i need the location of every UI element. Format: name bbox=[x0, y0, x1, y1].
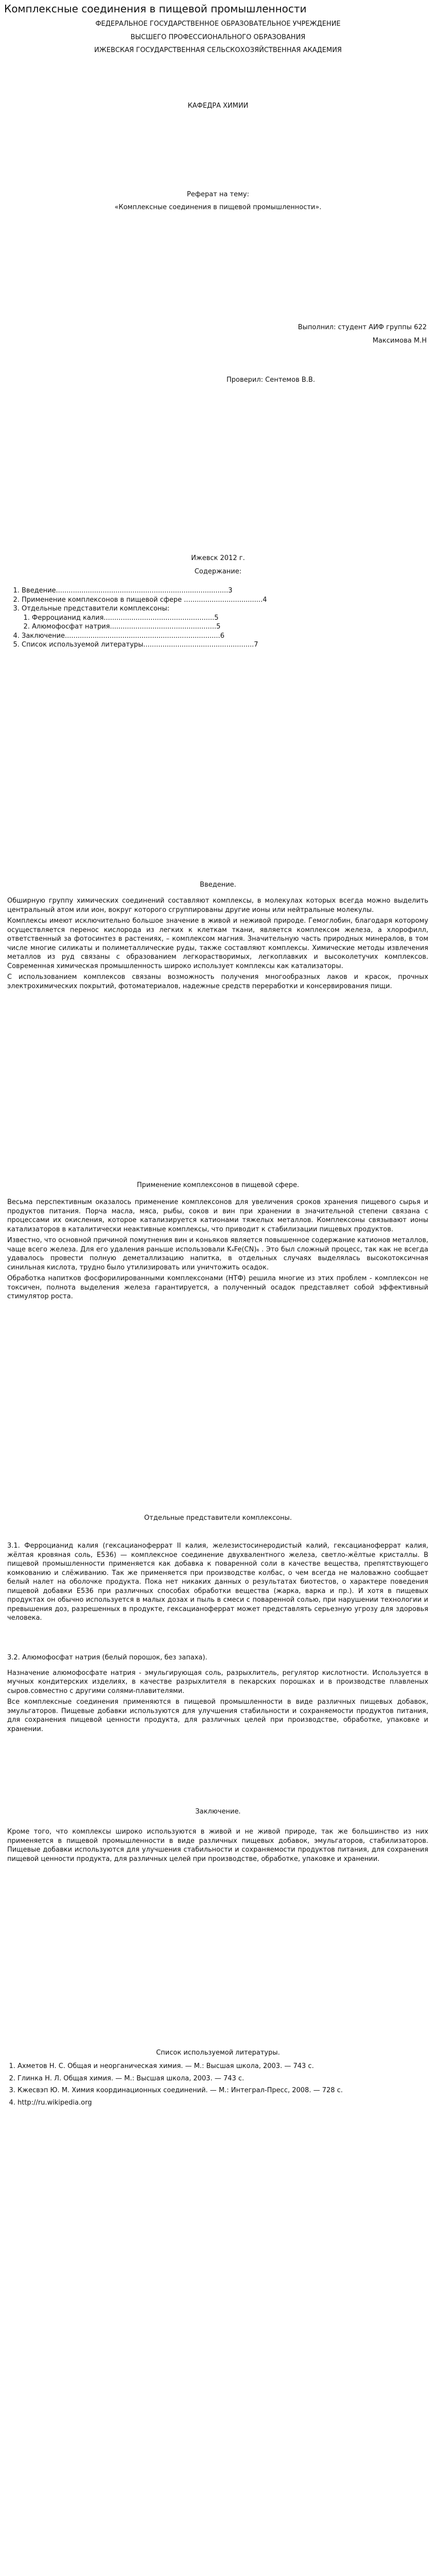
references-title: Список используемой литературы. bbox=[156, 2049, 280, 2057]
document-title: Комплексные соединения в пищевой промышленности bbox=[4, 3, 307, 15]
toc-subitem: 1. Ферроцианид калия....................................................5 bbox=[32, 614, 433, 623]
conclusion-title: Заключение. bbox=[195, 1808, 241, 1816]
paragraph: 3.2. Алюмофосфат натрия (белый порошок, без запаха). bbox=[7, 1654, 207, 1662]
report-label: Реферат на тему: bbox=[187, 191, 249, 198]
reference-item: 3. Кжесвэп Ю. М. Химия координационных соединений. — М.: Интеграл-Пресс, 2008. — 728 с. bbox=[18, 2086, 428, 2095]
intro-title: Введение. bbox=[200, 881, 236, 889]
application-title: Применение комплексонов в пищевой сфере. bbox=[136, 1181, 300, 1189]
paragraph: Весьма перспективным оказалось применение комплексонов для увеличения сроков хранения пищевого сырья и продуктов питания. Порча масла, мяса, рыбы, соков и вин при хранении в значительной степени связана с процессами их окисления, которое катализируется катионами тяжелых металлов. Комплексоны связывают ионы катализаторов в каталитически неактивные комплексы, что приводит к стабилизации пищевых продуктов. bbox=[7, 1198, 428, 1233]
paragraph: Обработка напитков фосфорилированными комплексонами (НТФ) решила многие из этих проблем - комплексон не токсичен, полнота выделения железа гарантируется, а полученный осадок представляет собой эффективный стимулятор роста. bbox=[7, 1275, 428, 1301]
application-section bbox=[7, 1198, 428, 1303]
aluminophosphate-section bbox=[7, 1653, 428, 1736]
header-line-3: ИЖЕВСКАЯ ГОСУДАРСТВЕННАЯ СЕЛЬСКОХОЗЯЙСТВЕННАЯ АКАДЕМИЯ bbox=[94, 46, 342, 54]
ferrocyanide-section bbox=[7, 1541, 428, 1625]
paragraph: Кроме того, что комплексы широко используются в живой и не живой природе, так же большинство из них применяется в пищевой промышленности в виде различных пищевых добавок, эмульгаторов, стабилизаторов. Пищевые добавки используются для улучшения стабильности и сохраняемости продуктов питания, для сохранения пищевой ценности продукта, для различных целей при производстве, обработке, упаковке и хранении. bbox=[7, 1828, 428, 1863]
paragraph: Назначение алюмофосфате натрия - эмульгирующая соль, разрыхлитель, регулятор кислотности. Используется в мучных кондитерских изделиях, в качестве разрыхлителя в пекарских порошках и в производстве плавленых сыров.совместно с другими солями-плавителями. bbox=[7, 1669, 428, 1695]
author-line-1: Выполнил: студент АИФ группы 622 bbox=[298, 324, 427, 331]
table-of-contents bbox=[11, 586, 433, 650]
intro-section bbox=[7, 896, 428, 993]
city-year: Ижевск 2012 г. bbox=[191, 554, 245, 562]
toc-item-label: Отдельные представители комплексоны: bbox=[22, 605, 170, 613]
paragraph: Известно, что основной причиной помутнения вин и коньяков является повышенное содержание катионов металлов, чаще всего железа. Для его удаления раньше использовали K₄Fe(CN)₆ . Это был сложный процесс, так как не всегда удавалось провести полную деметаллизацию напитка, в отдельных случаях выделялась высокотоксичная синильная кислота, трудно было утилизировать или уничтожить осадок. bbox=[7, 1236, 428, 1272]
paragraph: Комплексы имеют исключительно большое значение в живой и неживой природе. Гемоглобин, благодаря которому осуществляется перенос кислорода из легких к клеткам ткани, является комплексом железа, а хлорофилл, ответственный за фотосинтез в растениях, – комплексом магния. Значительную часть природных минералов, в том числе многие силикаты и полиметаллические руды, также составляют комплексы. Химические методы извлечения металлов из руд связаны с образованием легкорастворимых, легкоплавких и высоколетучих комплексов. Современная химическая промышленность широко использует комплексы как катализаторы. bbox=[7, 917, 428, 970]
paragraph: Обширную группу химических соединений составляют комплексы, в молекулах которых всегда можно выделить центральный атом или ион, вокруг которого сгруппированы другие ионы или нейтральные молекулы. bbox=[7, 897, 428, 914]
toc-item bbox=[22, 604, 433, 632]
header-line-1: ФЕДЕРАЛЬНОЕ ГОСУДАРСТВЕННОЕ ОБРАЗОВАТЕЛЬНОЕ УЧРЕЖДЕНИЕ bbox=[95, 20, 341, 28]
paragraph: Все комплексные соединения применяются в пищевой промышленности в виде различных пищевых добавок, эмульгаторов. Пищевые добавки используются для улучшения стабильности и сохраняемости продуктов питания, для сохранения пищевой ценности продукта, для различных целей при производстве, обработке, упаковке и хранении. bbox=[7, 1698, 428, 1733]
references-list bbox=[7, 2062, 428, 2110]
reference-item: 1. Ахметов Н. С. Общая и неорганическая химия. — М.: Высшая школа, 2003. — 743 с. bbox=[18, 2062, 428, 2071]
header-line-2: ВЫСШЕГО ПРОФЕССИОНАЛЬНОГО ОБРАЗОВАНИЯ bbox=[130, 33, 306, 41]
conclusion-section bbox=[7, 1827, 428, 1866]
reference-link[interactable]: 4. http://ru.wikipedia.org bbox=[18, 2098, 428, 2108]
toc-item: 2. Применение комплексонов в пищевой сфере .....................................4 bbox=[22, 596, 433, 605]
toc-subitem: 2. Алюмофосфат натрия..................................................5 bbox=[32, 622, 433, 632]
toc-item: 5. Список используемой литературы....................................................7 bbox=[22, 640, 433, 650]
toc-item: 4. Заключение.........................................................................6 bbox=[22, 632, 433, 641]
report-topic: «Комплексные соединения в пищевой промышленности». bbox=[114, 204, 322, 211]
checked-by: Проверил: Сентемов В.В. bbox=[226, 376, 315, 384]
paragraph: С использованием комплексов связаны возможность получения многообразных лаков и красок, прочных электрохимических покрытий, фотоматериалов, надежные средств переработки и консервирования пищи. bbox=[7, 973, 428, 990]
representatives-title: Отдельные представители комплексоны. bbox=[144, 1514, 292, 1522]
reference-item: 2. Глинка Н. Л. Общая химия. — М.: Высшая школа, 2003. — 743 с. bbox=[18, 2074, 428, 2083]
toc-item: 1. Введение.................................................................................3 bbox=[22, 586, 433, 596]
author-name: Максимова М.Н bbox=[372, 337, 427, 345]
department-title: КАФЕДРА ХИМИИ bbox=[187, 102, 249, 110]
toc-title: Содержание: bbox=[194, 568, 242, 575]
paragraph: 3.1. Ферроцианид калия (гексацианоферрат II калия, железистосинеродистый калий, гексацианоферрат калия, жёлтая кровяная соль, E536) — комплексное соединение двухвалентного железа, светло-жёлтые кристаллы. В пищевой промышленности применяется как добавка к поваренной соли в качестве вещества, препятствующего комкованию и слёживанию. Так же применяется при производстве колбас, о чем всегда не маловажно сообщает белый налет на оболочке продукта. Пока нет никаких данных о результатах биотестов, о характере поведения пищевой добавки E536 при различных способах обработки вещества (жарка, варка и пр.). И хотя в пищевых продуктах он обычно используется в малых дозах и пыль в смеси с поваренной солью, при нарушении технологии и превышения доз, разрешенных в продукте, гексацианоферрат может представлять серьезную угрозу для здоровья человека. bbox=[7, 1542, 428, 1622]
